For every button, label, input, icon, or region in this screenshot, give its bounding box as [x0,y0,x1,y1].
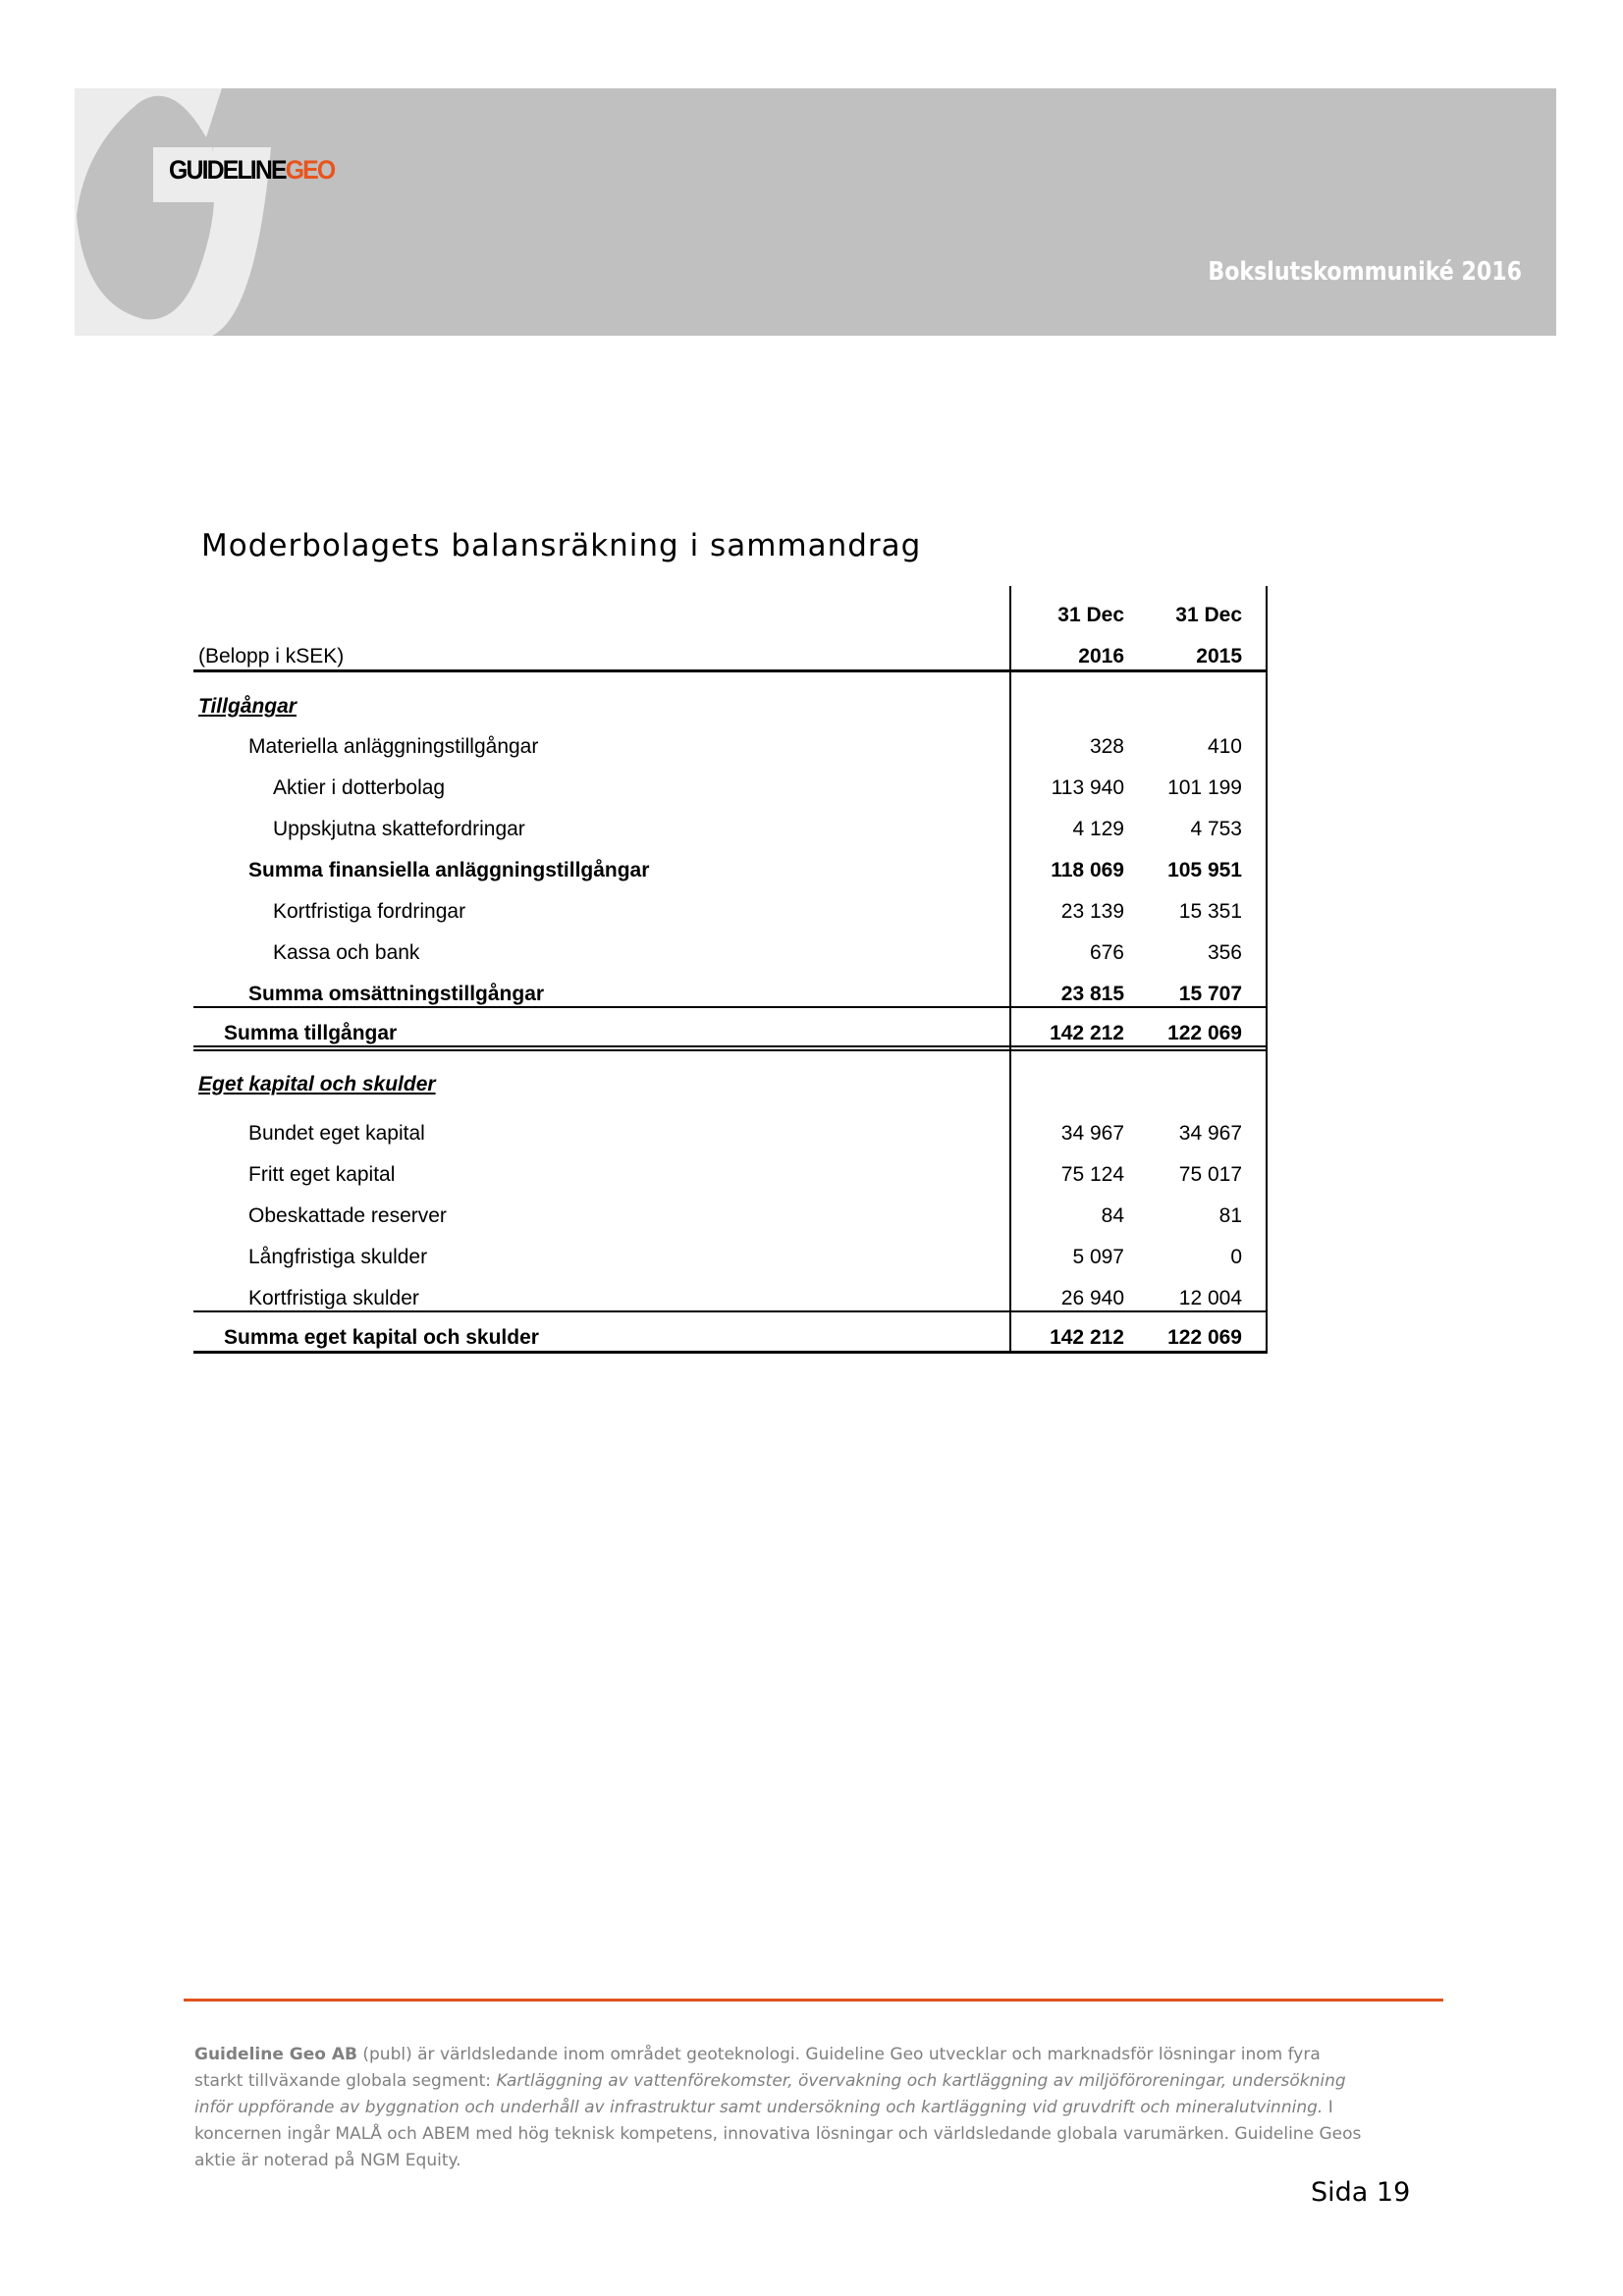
row-label: Uppskjutna skattefordringar [273,818,525,840]
row-label: Materiella anläggningstillgångar [248,735,539,758]
value-2015: 122 069 [1167,1326,1242,1349]
logo-text-geo: GEO [285,155,335,185]
value-2015: 34 967 [1178,1122,1242,1145]
header-rule [193,669,1267,672]
value-2015: 15 707 [1178,983,1242,1005]
footer-text-2: I koncernen ingår MALÅ och ABEM med hög teknisk kompetens, innovativa lösningar och världsledande globala varumärken. Guideline Geos aktie är noterad på NGM Equity. [194,2098,1362,2170]
g-logo-shape [75,88,369,336]
footer-company: Guideline Geo AB [194,2045,357,2064]
col-header-2016: 31 Dec [1057,604,1124,626]
unit-label: (Belopp i kSEK) [198,645,345,667]
row-label: Långfristiga skulder [248,1246,428,1268]
value-2015: 75 017 [1178,1163,1242,1186]
subtotal-rule [193,1006,1267,1008]
value-2016: 75 124 [1060,1163,1124,1186]
value-2015: 122 069 [1167,1022,1242,1044]
row-label: Kassa och bank [273,941,420,964]
value-2016: 113 940 [1051,776,1124,799]
value-2015: 15 351 [1178,900,1242,923]
row-label: Kortfristiga fordringar [273,900,466,923]
row-label: Summa tillgångar [224,1022,398,1044]
header-band [75,88,1556,336]
logo-text: GUIDELINE [169,155,286,185]
value-2015: 4 753 [1190,818,1242,840]
value-2016: 676 [1089,941,1124,964]
row-label: Summa omsättningstillgångar [248,983,545,1005]
column-divider [1009,586,1011,1354]
row-label: Fritt eget kapital [248,1163,396,1186]
value-2015: 12 004 [1178,1287,1242,1309]
footer-text-1: (publ) är världsledande inom området geoteknologi. Guideline Geo utvecklar och marknadsför lösningar inom fyra starkt tillväxande globala segment: [194,2045,1321,2091]
footer-description [194,2042,1373,2174]
report-title: Bokslutskommuniké 2016 [1208,257,1522,287]
row-label: Bundet eget kapital [248,1122,425,1145]
col-year-2015: 2015 [1196,645,1242,667]
value-2016: 4 129 [1072,818,1124,840]
col-header-2015: 31 Dec [1175,604,1242,626]
value-2016: 84 [1101,1204,1124,1227]
row-label: Kortfristiga skulder [248,1287,419,1309]
footer-divider [184,1999,1443,2002]
final-rule [193,1351,1267,1354]
row-label: Aktier i dotterbolag [273,776,446,799]
table-right-border [1266,586,1268,1354]
total-rule-top [193,1045,1267,1047]
value-2015: 0 [1230,1246,1242,1268]
value-2016: 328 [1089,735,1124,758]
company-logo [169,155,334,186]
value-2015: 356 [1207,941,1242,964]
value-2016: 23 815 [1060,983,1124,1005]
page-number: Sida 19 [1311,2177,1411,2208]
value-2015: 105 951 [1167,859,1242,881]
row-label: Tillgångar [198,695,297,718]
row-label: Summa eget kapital och skulder [224,1326,539,1349]
value-2016: 34 967 [1060,1122,1124,1145]
total-rule-bottom [193,1049,1267,1051]
row-label: Obeskattade reserver [248,1204,447,1227]
value-2016: 142 212 [1050,1326,1124,1349]
subtotal-rule [193,1310,1267,1312]
value-2016: 26 940 [1060,1287,1124,1309]
value-2016: 23 139 [1060,900,1124,923]
value-2015: 410 [1207,735,1242,758]
value-2016: 5 097 [1072,1246,1124,1268]
row-label: Eget kapital och skulder [198,1073,436,1095]
value-2016: 142 212 [1050,1022,1124,1044]
value-2015: 81 [1218,1204,1242,1227]
row-label: Summa finansiella anläggningstillgångar [248,859,650,881]
value-2016: 118 069 [1051,859,1124,881]
col-year-2016: 2016 [1078,645,1124,667]
page-heading: Moderbolagets balansräkning i sammandrag [201,528,922,563]
footer-segments: Kartläggning av vattenförekomster, övervakning och kartläggning av miljöföroreningar, undersökning inför uppförande av byggnation och underhåll av infrastruktur samt undersökning och kartläggning vid gruvdrift och mineralutvinning. [194,2071,1346,2117]
value-2015: 101 199 [1167,776,1242,799]
